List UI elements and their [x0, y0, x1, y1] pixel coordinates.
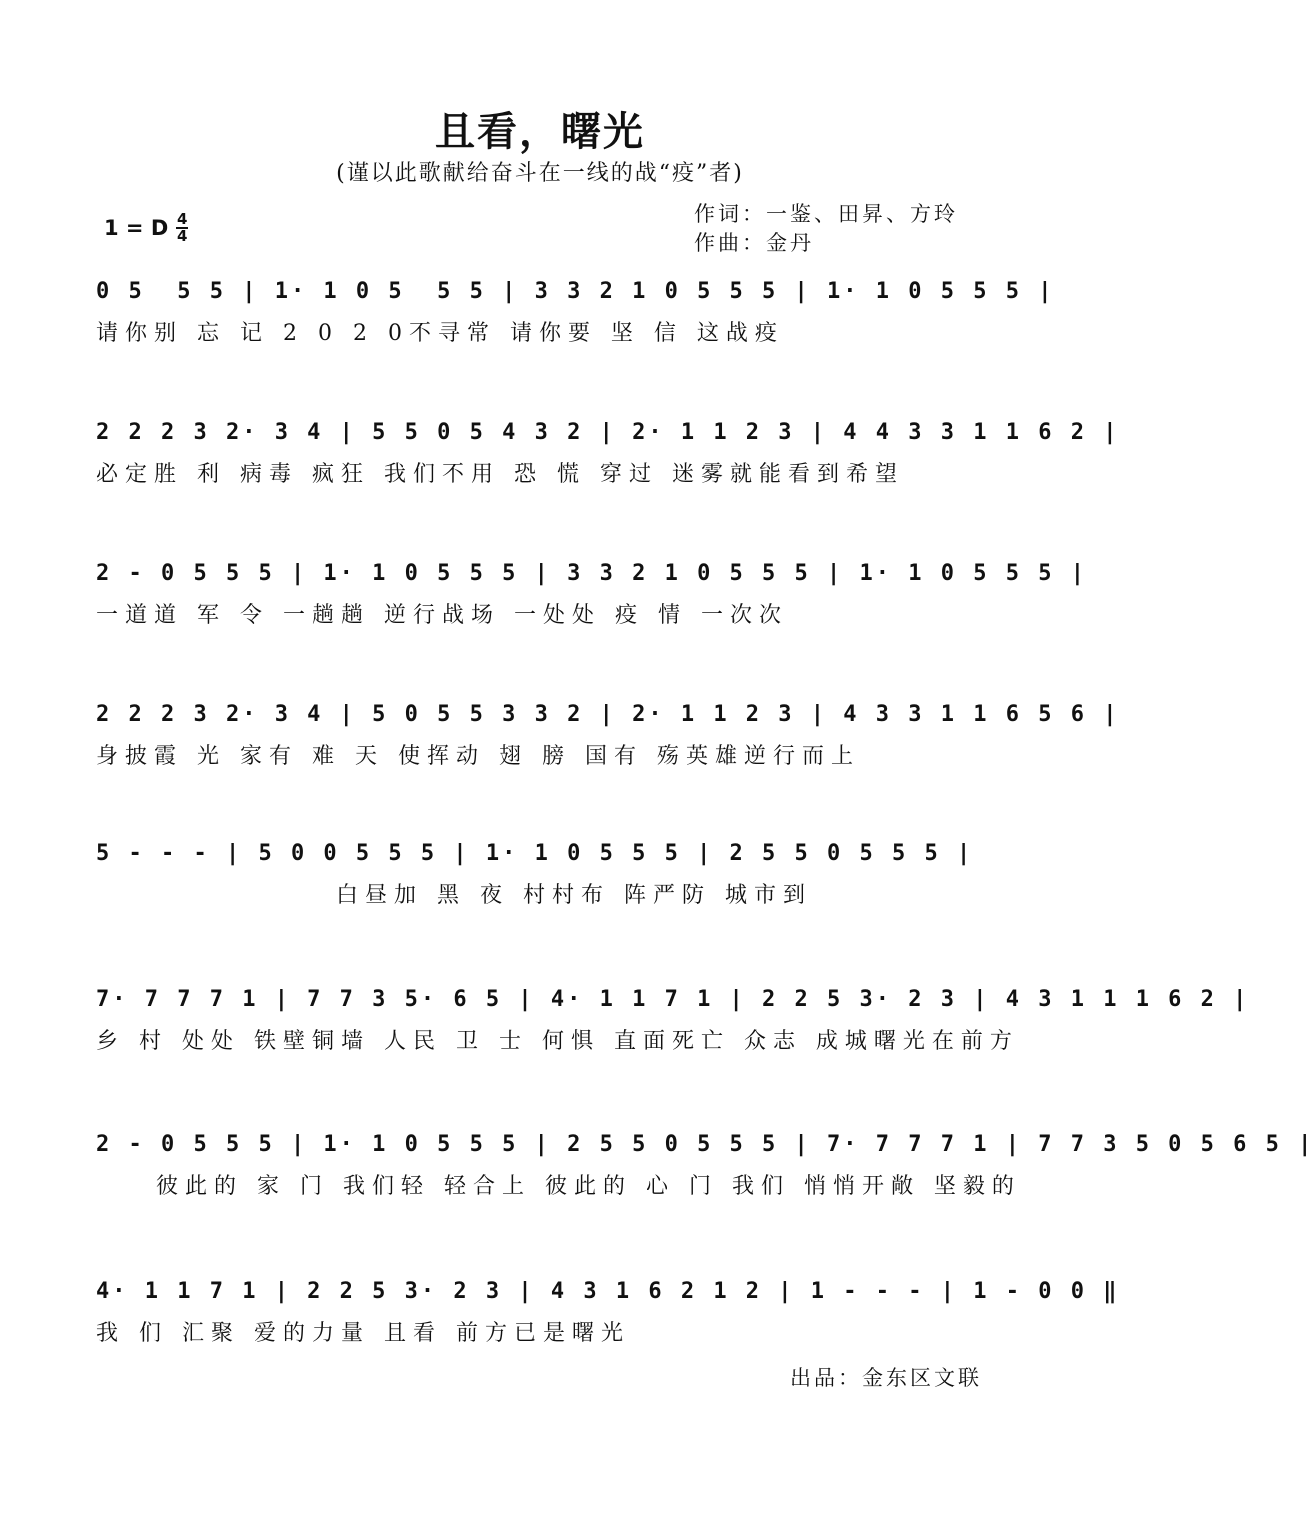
publisher-credit: 出品：金东区文联 [790, 1366, 982, 1390]
notation-line: 2 - 0 5 5 5 | 1· 1 0 5 5 5 | 2 5 5 0 5 5 5 | 7· 7 7 7 1 | 7 7 3 5 0 5 6 5 | [96, 1132, 1314, 1157]
key-label: 1 = D [104, 216, 169, 240]
notation-line: 5 - - - | 5 0 0 5 5 5 | 1· 1 0 5 5 5 | 2 5 5 0 5 5 5 | [96, 841, 974, 866]
lyrics-line: 必定胜 利 病毒 疯狂 我们不用 恐 慌 穿过 迷雾就能看到希望 [96, 462, 904, 487]
lyrics-line: 白昼加 黑 夜 村村布 阵严防 城市到 [336, 883, 812, 908]
score-system-8 [96, 1272, 1120, 1352]
notation-line: 2 - 0 5 5 5 | 1· 1 0 5 5 5 | 3 3 2 1 0 5 5 5 | 1· 1 0 5 5 5 | [96, 561, 1087, 586]
lyrics-line: 请你别 忘 记 2 0 2 0不寻常 请你要 坚 信 这战疫 [96, 321, 784, 346]
time-signature-bottom: 4 [177, 227, 188, 245]
song-subtitle: (谨以此歌献给奋斗在一线的战“疫”者) [336, 161, 744, 186]
notation-line: 2 2 2 3 2· 3 4 | 5 0 5 5 3 3 2 | 2· 1 1 2 3 | 4 3 3 1 1 6 5 6 | [96, 702, 1120, 727]
lyricist-credit: 作词：一鉴、田昇、方玲 [694, 202, 958, 226]
lyrics-line: 乡 村 处处 铁壁铜墙 人民 卫 士 何惧 直面死亡 众志 成城曙光在前方 [96, 1029, 1019, 1054]
score-system-7 [96, 1125, 1314, 1205]
score-system-4 [96, 695, 1120, 775]
notation-line: 7· 7 7 7 1 | 7 7 3 5· 6 5 | 4· 1 1 7 1 | 2 2 5 3· 2 3 | 4 3 1 1 1 6 2 | [96, 987, 1250, 1012]
lyrics-line: 彼此的 家 门 我们轻 轻合上 彼此的 心 门 我们 悄悄开敞 坚毅的 [156, 1174, 1021, 1199]
lyrics-line: 我 们 汇聚 爱的力量 且看 前方已是曙光 [96, 1321, 630, 1346]
composer-credit: 作曲：金丹 [694, 231, 814, 255]
score-system-5 [96, 834, 986, 914]
notation-line: 0 5 5 5 | 1· 1 0 5 5 5 | 3 3 2 1 0 5 5 5 | 1· 1 0 5 5 5 | [96, 279, 1055, 304]
time-signature [176, 212, 188, 244]
notation-line: 2 2 2 3 2· 3 4 | 5 5 0 5 4 3 2 | 2· 1 1 2 3 | 4 4 3 3 1 1 6 2 | [96, 420, 1120, 445]
score-system-1 [96, 272, 1055, 352]
score-system-2 [96, 413, 1120, 493]
time-signature-top: 4 [177, 210, 188, 228]
key-signature [104, 212, 188, 244]
score-system-3 [96, 554, 1087, 634]
lyrics-line: 身披霞 光 家有 难 天 使挥动 翅 膀 国有 殇英雄逆行而上 [96, 744, 860, 769]
song-title: 且看，曙光 [435, 108, 645, 155]
lyrics-line: 一道道 军 令 一趟趟 逆行战场 一处处 疫 情 一次次 [96, 603, 788, 628]
score-system-6 [96, 980, 1250, 1060]
notation-line: 4· 1 1 7 1 | 2 2 5 3· 2 3 | 4 3 1 6 2 1 2 | 1 - - - | 1 - 0 0 ‖ [96, 1279, 1120, 1304]
